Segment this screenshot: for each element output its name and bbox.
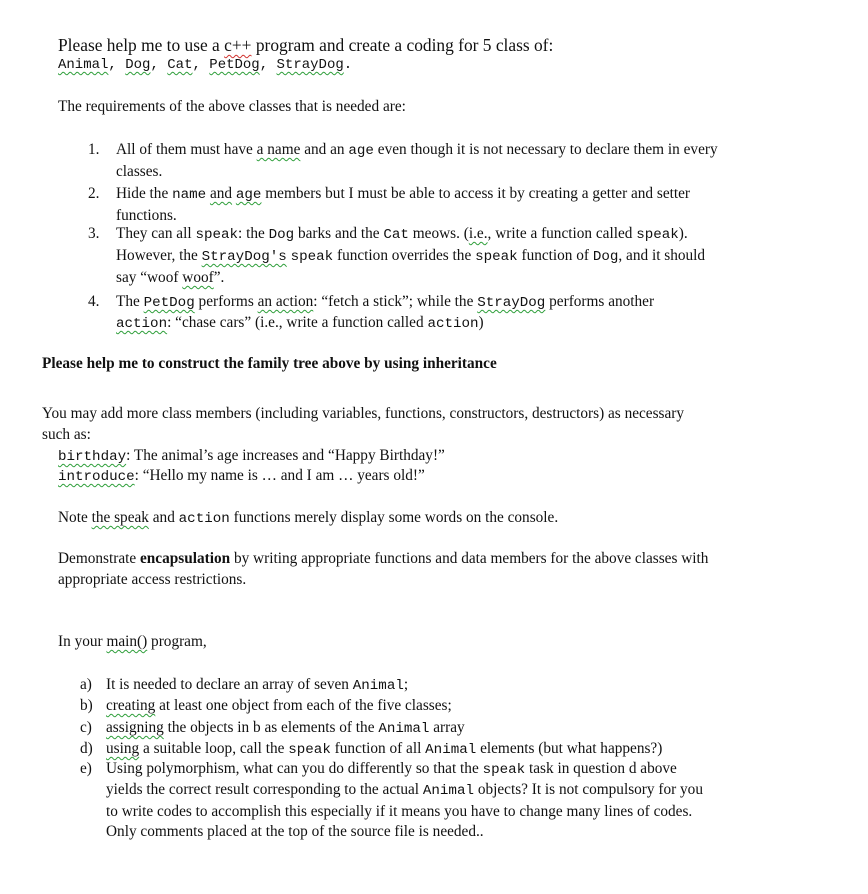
- req-4-line-2: action: “chase cars” (i.e., write a function called action): [116, 314, 484, 332]
- req-1-line-1: All of them must have a name and an age even though it is not necessary to declare them in every: [116, 141, 718, 159]
- req-3-line-2: However, the StrayDog's speak function overrides the speak function of Dog, and it should: [116, 247, 706, 265]
- step-b: creating at least one object from each of the five classes;: [106, 697, 452, 714]
- req-number: 2.: [88, 185, 100, 202]
- step-label: e): [80, 760, 92, 777]
- birthday-item: birthday: The animal’s age increases and “Happy Birthday!”: [58, 447, 445, 465]
- req-number: 4.: [88, 293, 100, 310]
- req-number: 3.: [88, 225, 100, 242]
- step-d: using a suitable loop, call the speak function of all Animal elements (but what happens?): [106, 740, 663, 758]
- step-label: c): [80, 719, 92, 736]
- step-c: assigning the objects in b as elements of the Animal array: [106, 719, 465, 737]
- req-2-line-1: Hide the name and age members but I must be able to access it by creating a getter and setter: [116, 185, 691, 203]
- step-e-line-4: Only comments placed at the top of the source file is needed..: [106, 823, 484, 840]
- main-intro: In your main() program,: [58, 633, 207, 650]
- req-2-line-2: functions.: [116, 207, 177, 224]
- introduce-item: introduce: “Hello my name is … and I am … years old!”: [58, 467, 425, 485]
- step-e-line-3: to write codes to accomplish this especially if it means you have to change many lines of codes.: [106, 803, 693, 820]
- req-3-line-1: They can all speak: the Dog barks and the Cat meows. (i.e., write a function called speak).: [116, 225, 688, 243]
- req-4-line-1: The PetDog performs an action: “fetch a stick”; while the StrayDog performs another: [116, 293, 655, 311]
- req-number: 1.: [88, 141, 100, 158]
- req-1-line-2: classes.: [116, 163, 163, 180]
- step-label: a): [80, 676, 92, 693]
- encapsulation-line-1: Demonstrate encapsulation by writing appropriate functions and data members for the above classes with: [58, 550, 709, 567]
- class-list: Animal, Dog, Cat, PetDog, StrayDog.: [58, 57, 353, 73]
- encapsulation-line-2: appropriate access restrictions.: [58, 571, 247, 588]
- inheritance-heading: Please help me to construct the family tree above by using inheritance: [42, 355, 497, 372]
- requirements-intro: The requirements of the above classes that is needed are:: [58, 98, 406, 115]
- req-3-line-3: say “woof woof”.: [116, 269, 225, 286]
- note-line: Note the speak and action functions merely display some words on the console.: [58, 509, 559, 527]
- more-members-line-1: You may add more class members (including variables, functions, constructors, destructors) as necessary: [42, 405, 685, 422]
- step-label: b): [80, 697, 93, 714]
- step-a: It is needed to declare an array of seven Animal;: [106, 676, 409, 694]
- step-e-line-2: yields the correct result corresponding to the actual Animal objects? It is not compulsory for you: [106, 781, 703, 799]
- cpp-word: c++: [224, 35, 252, 55]
- request-title: Please help me to use a c++ program and create a coding for 5 class of:: [58, 35, 554, 55]
- step-label: d): [80, 740, 93, 757]
- step-e-line-1: Using polymorphism, what can you do differently so that the speak task in question d above: [106, 760, 677, 778]
- more-members-line-2: such as:: [42, 426, 91, 443]
